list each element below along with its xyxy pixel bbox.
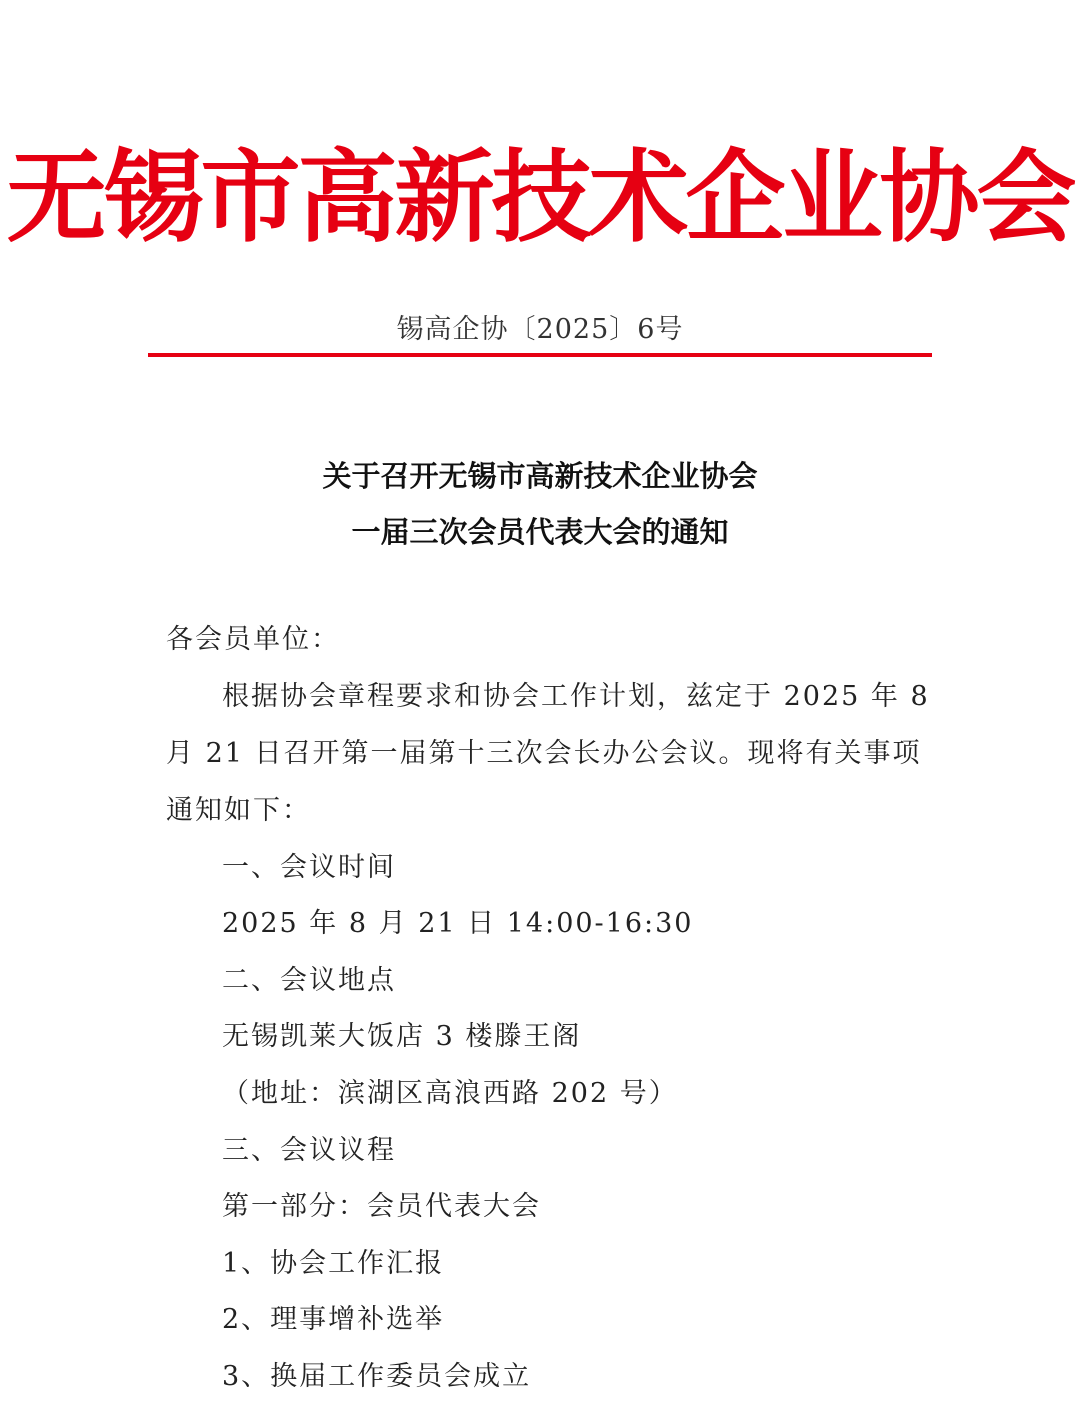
section-time-text: 2025 年 8 月 21 日 14:00-16:30	[222, 908, 694, 939]
section-agenda-heading: 三、会议议程	[222, 1135, 396, 1166]
intro-line-1: 根据协会章程要求和协会工作计划，兹定于 2025 年 8	[222, 681, 930, 712]
agenda-part-1-heading: 第一部分：会员代表大会	[222, 1191, 541, 1222]
title-line-2: 一届三次会员代表大会的通知	[351, 515, 729, 549]
organization-masthead: 无锡市高新技术企业协会	[6, 139, 1074, 256]
section-location-address: （地址：滨湖区高浪西路 202 号）	[222, 1078, 678, 1109]
intro-line-3: 通知如下：	[166, 795, 311, 826]
intro-line-2: 月 21 日召开第一届第十三次会长办公会议。现将有关事项	[166, 738, 922, 769]
title-line-1: 关于召开无锡市高新技术企业协会	[322, 459, 758, 493]
section-location-text: 无锡凯莱大饭店 3 楼滕王阁	[222, 1021, 582, 1052]
agenda-item: 2、理事增补选举	[222, 1304, 445, 1335]
salutation: 各会员单位：	[166, 624, 340, 655]
agenda-item: 1、协会工作汇报	[222, 1248, 445, 1279]
agenda-item: 3、换届工作委员会成立	[222, 1361, 532, 1392]
document-number: 锡高企协〔2025〕6号	[396, 314, 684, 345]
notice-title	[0, 448, 1080, 560]
red-divider-line	[148, 353, 932, 357]
section-time-heading: 一、会议时间	[222, 852, 396, 883]
section-location-heading: 二、会议地点	[222, 965, 396, 996]
